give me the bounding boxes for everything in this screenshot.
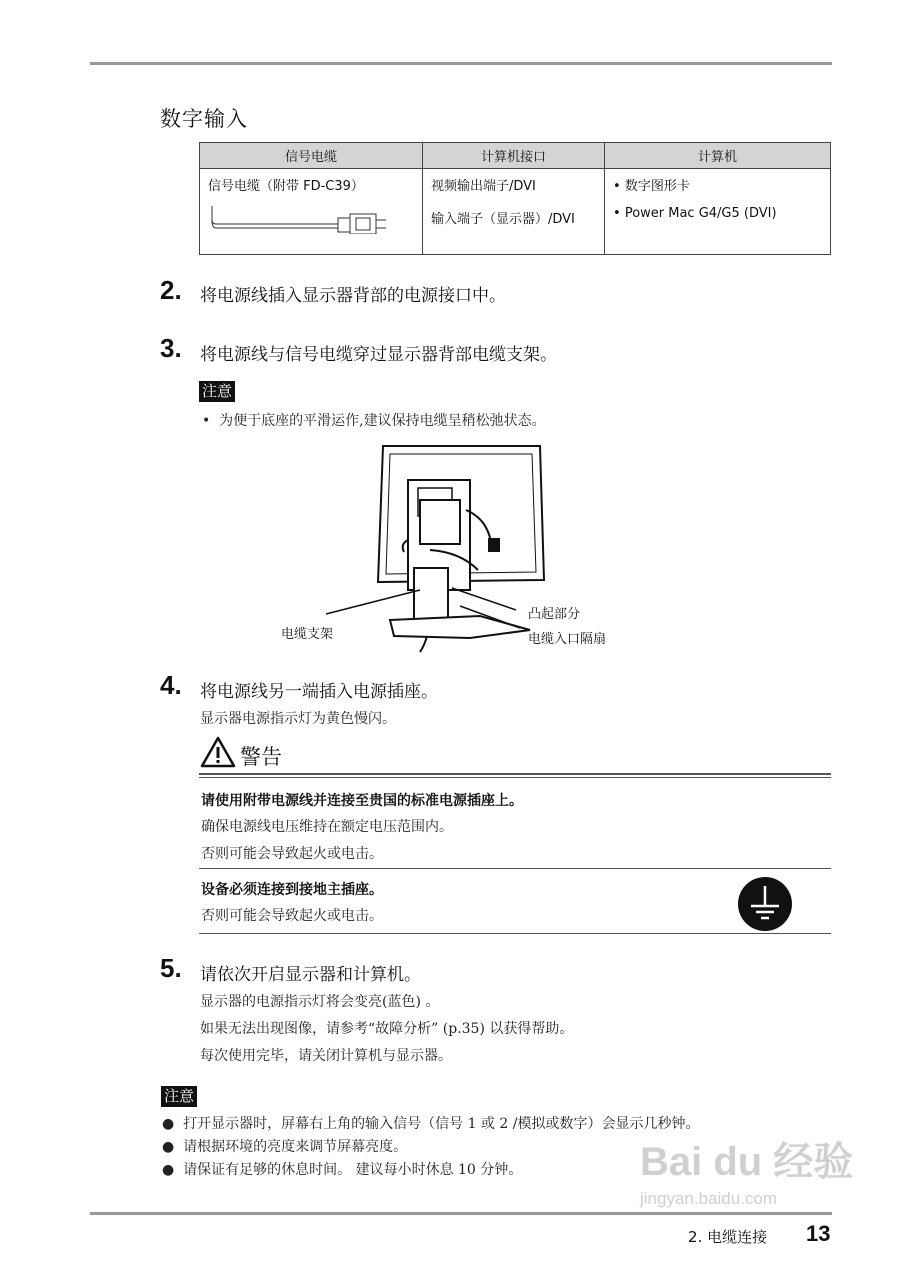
step-text: 将电源线插入显示器背部的电源接口中。 bbox=[200, 286, 506, 306]
note-badge: 注意 bbox=[161, 1085, 197, 1106]
interface-item: 视频输出端子/DVI bbox=[431, 179, 536, 194]
step-text: 请依次开启显示器和计算机。 bbox=[200, 965, 421, 985]
label-cable-flap: 电缆入口隔扇 bbox=[528, 632, 607, 647]
step-number: 3. bbox=[160, 333, 182, 363]
step-subtext: 显示器电源指示灯为黄色慢闪。 bbox=[200, 711, 396, 727]
table-header: 计算机 bbox=[605, 143, 831, 169]
computer-cell bbox=[605, 169, 831, 255]
section-title: 数字输入 bbox=[160, 107, 248, 131]
computer-item: • 数字图形卡 bbox=[613, 179, 690, 194]
bottom-rule bbox=[90, 1212, 832, 1215]
note-item: ● 请根据环境的亮度来调节屏幕亮度。 bbox=[162, 1139, 408, 1155]
warning-bold: 请使用附带电源线并连接至贵国的标准电源插座上。 bbox=[201, 793, 523, 809]
baidu-watermark bbox=[640, 1130, 853, 1209]
cable-name: 信号电缆（附带 FD-C39） bbox=[208, 179, 364, 194]
warning-rule bbox=[199, 777, 831, 778]
label-cable-holder: 电缆支架 bbox=[281, 627, 334, 642]
divider bbox=[199, 868, 831, 869]
step-subtext: 如果无法出现图像，请参考“故障分析” (p.35) 以获得帮助。 bbox=[200, 1021, 574, 1037]
table-header: 计算机接口 bbox=[423, 143, 605, 169]
warning-triangle-icon bbox=[200, 736, 236, 768]
interface-cell bbox=[423, 169, 605, 255]
step-number: 2. bbox=[160, 275, 182, 305]
warning-title: 警告 bbox=[240, 745, 282, 769]
step-number: 4. bbox=[160, 670, 182, 700]
ground-icon bbox=[737, 876, 793, 932]
divider bbox=[199, 933, 831, 934]
table-header: 信号电缆 bbox=[200, 143, 423, 169]
note-item: ● 打开显示器时，屏幕右上角的输入信号（信号 1 或 2 /模拟或数字）会显示几秒钟。 bbox=[162, 1116, 700, 1132]
warning-bold: 设备必须连接到接地主插座。 bbox=[201, 882, 383, 898]
step-subtext: 显示器的电源指示灯将会变亮(蓝色) 。 bbox=[200, 994, 440, 1010]
watermark-brand: Bai du 经验 bbox=[640, 1140, 854, 1184]
computer-item: • Power Mac G4/G5 (DVI) bbox=[613, 206, 777, 221]
note-item: • 为便于底座的平滑运作,建议保持电缆呈稍松弛状态。 bbox=[202, 413, 546, 429]
warning-line: 否则可能会导致起火或电击。 bbox=[201, 908, 383, 924]
table-header-row bbox=[200, 143, 831, 169]
label-bump: 凸起部分 bbox=[528, 607, 581, 622]
step-number: 5. bbox=[160, 953, 182, 983]
table-row bbox=[200, 169, 831, 255]
step-text: 将电源线另一端插入电源插座。 bbox=[200, 682, 438, 702]
page-number: 13 bbox=[806, 1221, 831, 1246]
dvi-cable-icon bbox=[208, 198, 393, 234]
cable-cell bbox=[200, 169, 423, 255]
step-text: 将电源线与信号电缆穿过显示器背部电缆支架。 bbox=[200, 345, 557, 365]
step-subtext: 每次使用完毕，请关闭计算机与显示器。 bbox=[200, 1048, 452, 1064]
note-badge: 注意 bbox=[199, 380, 235, 401]
warning-line: 否则可能会导致起火或电击。 bbox=[201, 846, 383, 862]
connection-table bbox=[199, 142, 831, 255]
note-item: ● 请保证有足够的休息时间。 建议每小时休息 10 分钟。 bbox=[162, 1162, 523, 1178]
footer-chapter: 2. 电缆连接 bbox=[688, 1228, 768, 1246]
interface-item: 输入端子（显示器）/DVI bbox=[431, 212, 575, 227]
top-rule bbox=[90, 62, 832, 65]
warning-line: 确保电源线电压维持在额定电压范围内。 bbox=[201, 819, 453, 835]
watermark-url: jingyan.baidu.com bbox=[640, 1189, 778, 1208]
warning-rule bbox=[199, 773, 831, 775]
